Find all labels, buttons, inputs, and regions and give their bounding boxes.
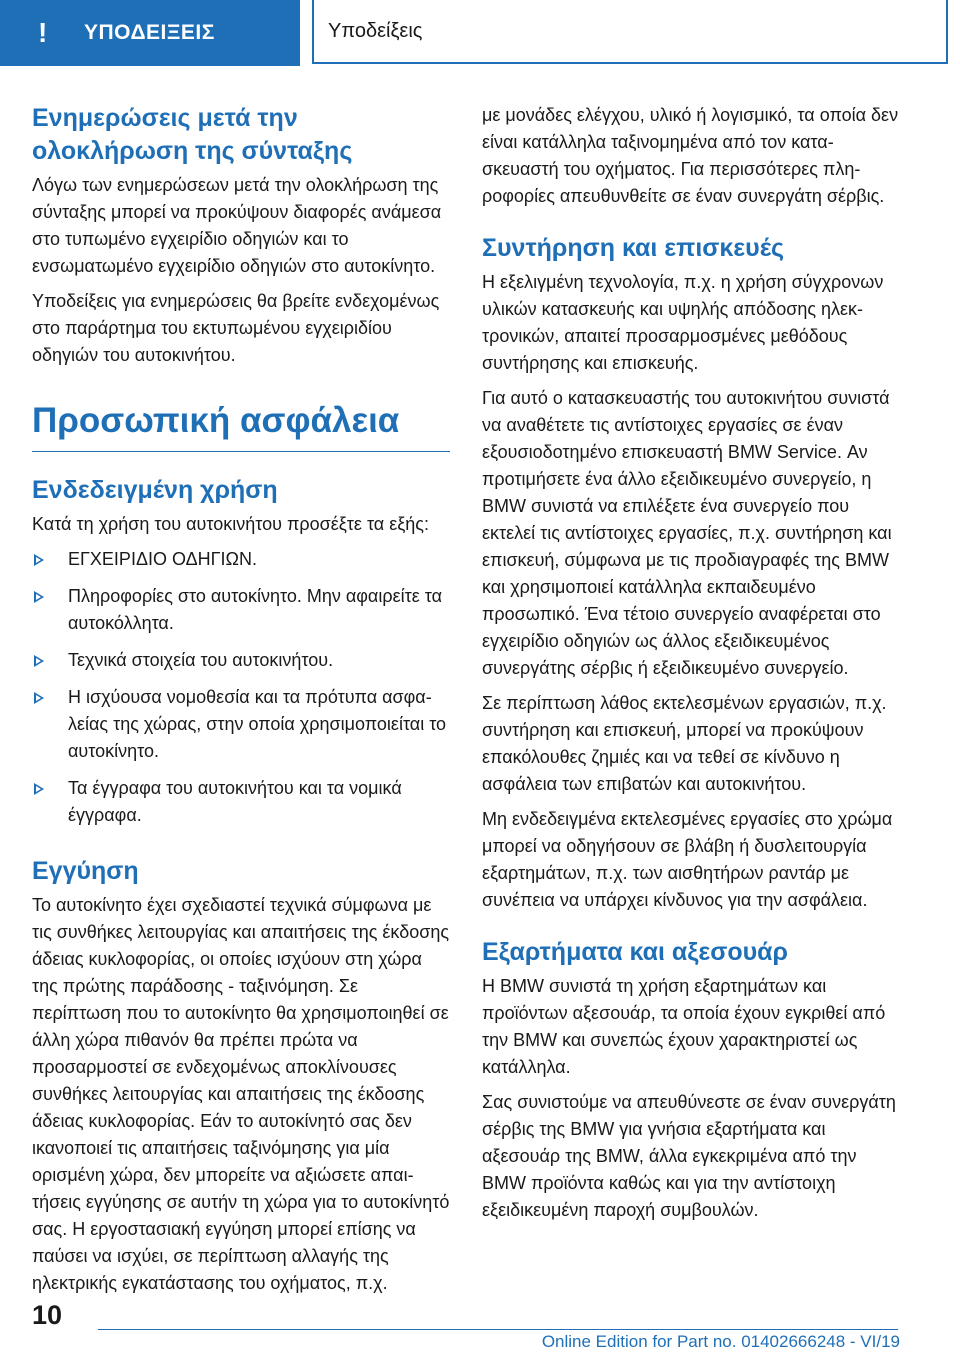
triangle-bullet-icon: [34, 692, 44, 704]
exclamation-icon: !: [38, 17, 48, 48]
footer-divider: [98, 1329, 898, 1330]
page-number: 10: [32, 1300, 63, 1330]
right-column: [482, 102, 900, 1232]
section-tab-label: ΥΠΟΔΕΙΞΕΙΣ: [84, 21, 215, 44]
page-title: Υποδείξεις: [328, 19, 423, 42]
heading-intended-use: Ενδεδειγμένη χρήση: [32, 476, 278, 504]
paragraph-updates-1: Λόγω των ενημερώσεων μετά την ολοκλήρωση της σύνταξης μπορεί να προκύψουν διαφορές ανάμεσα στο τυπωμένο εγχειρίδιο οδηγιών και το ενσωματωμένο εγχειρίδιο οδηγιών στο αυτοκίνητο.: [32, 175, 442, 276]
paragraph-maintenance-4: Μη ενδεδειγμένα εκτελεσμένες εργασίες στο χρώμα μπορεί να οδηγήσουν σε βλάβη ή δυσλειτουργία εξαρτημάτων, π.χ. των αισθητήρων ραντάρ με συνέπεια να υπάρχει κίνδυνος για την ασφάλεια.: [482, 809, 893, 910]
triangle-bullet-icon: [34, 591, 44, 603]
list-item: Πληροφορίες στο αυτοκίνητο. Μην αφαιρείτε τα αυτοκόλλητα.: [32, 583, 450, 637]
intended-use-list: [32, 546, 450, 829]
heading-personal-safety: Προσωπική ασφάλεια: [32, 399, 450, 452]
paragraph-updates-2: Υποδείξεις για ενημερώσεις θα βρείτε ενδεχομένως στο παράρτημα του εκτυπωμένου εγχειριδίου οδηγιών του αυτοκινήτου.: [32, 291, 440, 365]
paragraph-intended-use: Κατά τη χρήση του αυτοκινήτου προσέξτε τα εξής:: [32, 514, 429, 534]
triangle-bullet-icon: [34, 783, 44, 795]
triangle-bullet-icon: [34, 655, 44, 667]
paragraph-accessories-2: Σας συνιστούμε να απευθύνεστε σε έναν συνεργάτη σέρβις της BMW για γνήσια εξαρτήματα και αξεσουάρ της BMW, άλλα εγκεκριμένα από την BMW προϊόντα καθώς και για την αντίστοιχη εξειδικευμένη παροχή συμβουλών.: [482, 1092, 896, 1220]
heading-maintenance: Συντήρηση και επισκευές: [482, 234, 785, 262]
list-item: Η ισχύουσα νομοθεσία και τα πρότυπα ασφαλείας της χώρας, στην οποία χρησιμοποιείται το αυτοκίνητο.: [32, 684, 450, 765]
left-column: [32, 102, 450, 1305]
list-item: Τεχνικά στοιχεία του αυτοκινήτου.: [32, 647, 450, 674]
heading-accessories: Εξαρτήματα και αξεσουάρ: [482, 938, 789, 966]
header-title-box: [312, 0, 948, 64]
list-item: Τα έγγραφα του αυτοκινήτου και τα νομικά έγγραφα.: [32, 775, 450, 829]
paragraph-maintenance-3: Σε περίπτωση λάθος εκτελεσμένων εργασιών, π.χ. συντήρηση και επισκευή, μπορεί να προκύψουν επακόλουθες ζημιές και να τεθεί σε κίνδυνο η ασφάλεια των επιβατών και αυτοκινήτου.: [482, 693, 887, 794]
paragraph-warranty-continued: με μονάδες ελέγχου, υλικό ή λογισμικό, τα οποία δεν είναι κατάλληλα ταξινομημένα από τον κατασκευαστή του οχήματος. Για περισσότερες πληροφορίες απευθυνθείτε σε έναν συνεργάτη σέρβις.: [482, 105, 899, 206]
paragraph-accessories-1: Η BMW συνιστά τη χρήση εξαρτημάτων και προϊόντων αξεσουάρ, τα οποία έχουν εγκριθεί από την BMW και συνεπώς έχουν χαρακτηριστεί ως κατάλληλα.: [482, 976, 886, 1077]
footer-edition-text: Online Edition for Part no. 01402666248 - VI/19: [541, 1332, 900, 1351]
paragraph-warranty: Το αυτοκίνητο έχει σχεδιαστεί τεχνικά σύμφωνα με τις συνθήκες λειτουργίας και απαιτήσεις της έκδοσης άδειας κυκλοφορίας, οι οποίες ισχύουν στη χώρα της πρώτης παράδοσης - ταξινόμηση. Σε περίπτωση που το αυτοκίνητο θα χρησιμοποιηθεί σε άλλη χώρα πιθανόν θα πρέπει πρώτα να προσαρμοστεί σε ενδεχομένως αποκλίνουσες συνθήκες λειτουργίας και απαιτήσεις της έκδοσης άδειας κυκλοφορίας. Εάν το αυτοκίνητό σας δεν ικανοποιεί τις απαιτήσεις ταξινόμησης για μία ορισμένη χώρα, δεν μπορείτε να αξιώσετε απαιτήσεις εγγύησης σε αυτήν τη χώρα για το αυτοκίνητό σας. Η εργοστασιακή εγγύηση μπορεί επίσης να παύσει να ισχύει, σε περίπτωση αλλαγής της ηλεκτρικής εγκατάστασης του οχήματος, π.χ.: [32, 895, 450, 1293]
header-section-tab: [0, 0, 300, 66]
heading-updates: Ενημερώσεις μετά την ολοκλήρωση της σύνταξης: [32, 104, 353, 165]
list-item: ΕΓΧΕΙΡΙΔΙΟ ΟΔΗΓΙΩΝ.: [32, 546, 450, 573]
paragraph-maintenance-2: Για αυτό ο κατασκευαστής του αυτοκινήτου συνιστά να αναθέτετε τις αντίστοιχες εργασίες σε έναν εξουσιοδοτημένο επισκευαστή BMW Service. Αν προτιμήσετε ένα άλλο εξειδικευμένο συνεργείο, η BMW συνιστά να επιλέξετε ένα συνεργείο που εκτελεί τις αντίστοιχες εργασίες, π.χ. συντήρηση και επισκευή, σύμφωνα με τις προδιαγραφές της BMW και χρησιμοποιεί κατάλληλα εκπαιδευμένο προσωπικό. Ένα τέτοιο συνεργείο αναφέρεται στο εγχειρίδιο οδηγιών ως άλλος εξειδικευμένος συνεργάτης σέρβις ή εξειδικευμένο συνεργείο.: [482, 388, 892, 678]
paragraph-maintenance-1: Η εξελιγμένη τεχνολογία, π.χ. η χρήση σύγχρονων υλικών κατασκευής και υψηλής απόδοσης ηλεκτρονικών, απαιτεί προσαρμοσμένες μεθόδους συντήρησης και επισκευής.: [482, 272, 884, 373]
heading-warranty: Εγγύηση: [32, 857, 139, 885]
triangle-bullet-icon: [34, 554, 44, 566]
